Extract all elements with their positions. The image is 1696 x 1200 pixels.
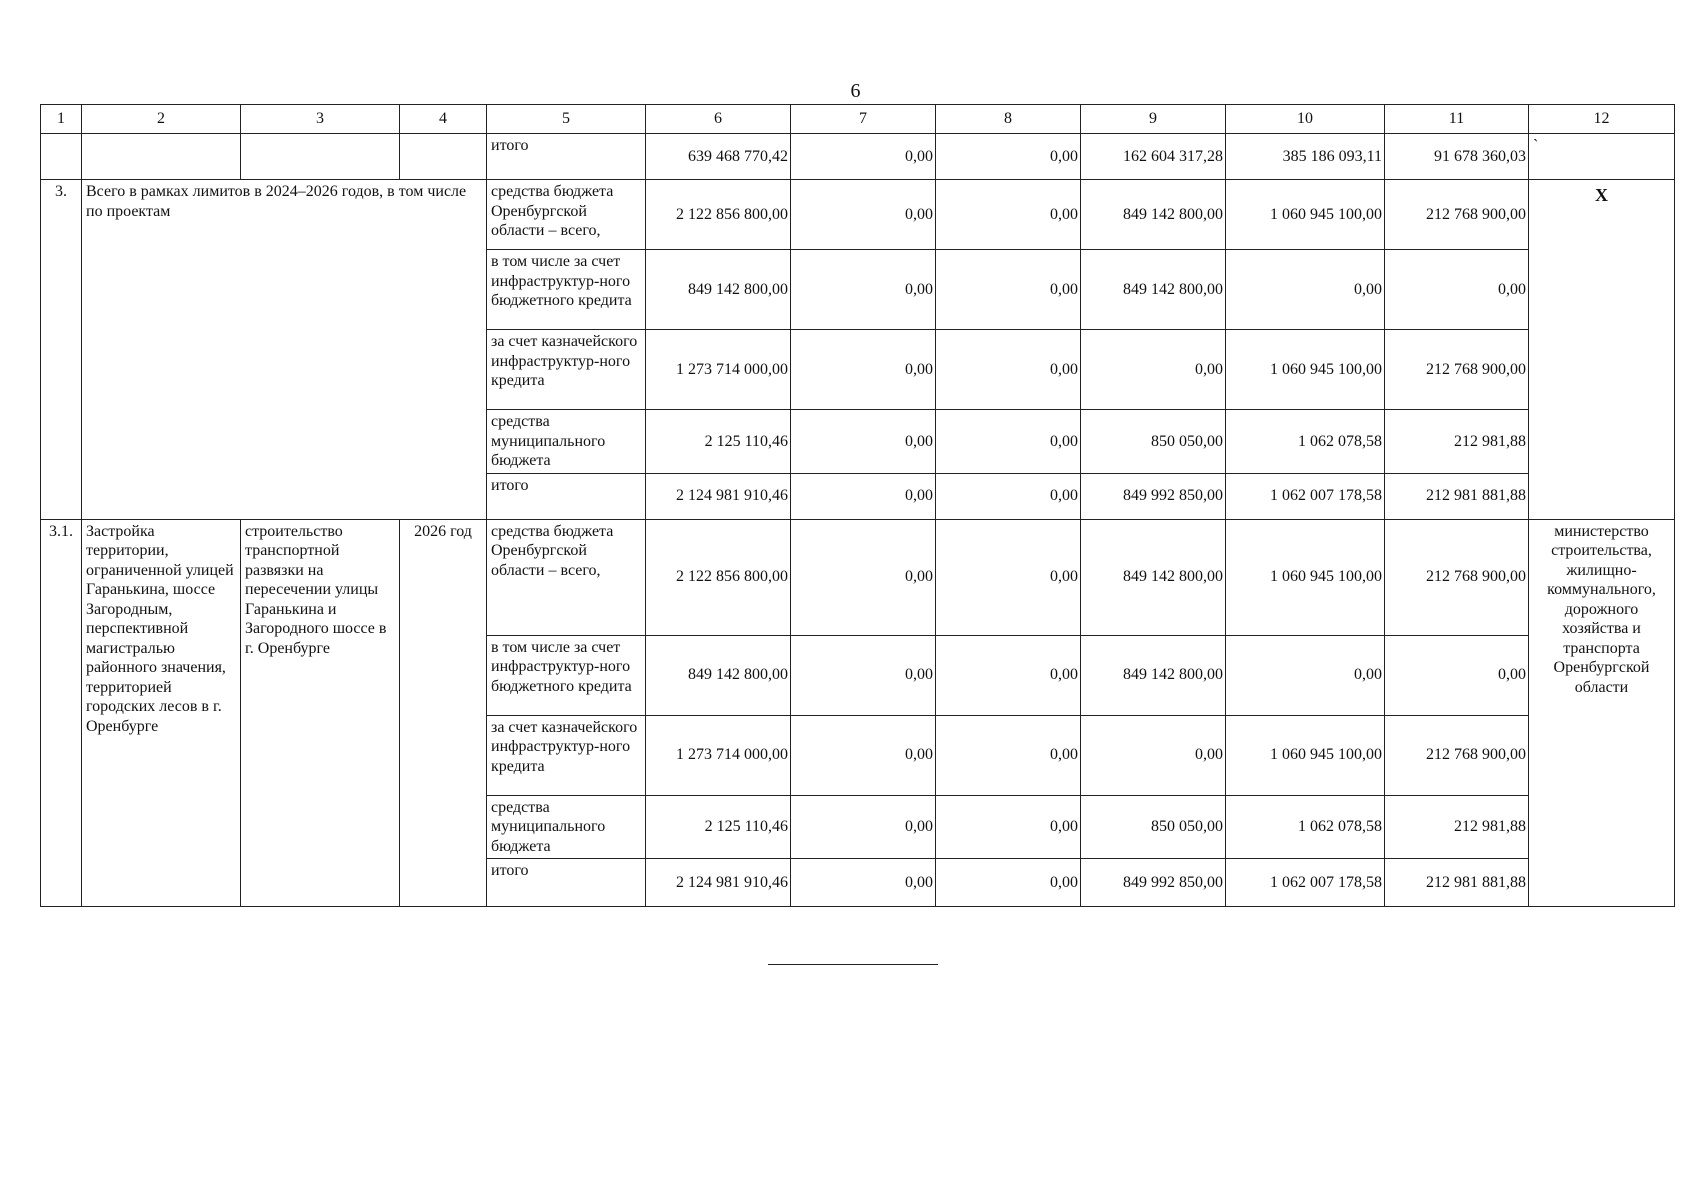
amount-cell: 849 142 800,00 <box>1081 180 1226 250</box>
section-title: Всего в рамках лимитов в 2024–2026 годов, в том числе по проектам <box>82 180 487 520</box>
amount-cell: 2 124 981 910,46 <box>646 473 791 519</box>
amount-cell: 849 142 800,00 <box>646 250 791 330</box>
responsible-cell <box>1529 180 1675 520</box>
amount-cell: 0,00 <box>1081 715 1226 795</box>
amount-cell: 850 050,00 <box>1081 410 1226 474</box>
amount-cell: 0,00 <box>936 635 1081 715</box>
empty-cell <box>400 134 487 180</box>
amount-cell: 0,00 <box>1226 635 1385 715</box>
amount-cell: 1 062 078,58 <box>1226 410 1385 474</box>
amount-cell: 212 768 900,00 <box>1385 715 1529 795</box>
not-applicable-mark: Х <box>1595 185 1608 205</box>
column-header: 5 <box>487 105 646 134</box>
stray-mark: ` <box>1529 134 1675 180</box>
amount-cell: 212 981 881,88 <box>1385 473 1529 519</box>
amount-cell: 1 060 945 100,00 <box>1226 180 1385 250</box>
funding-source-label: в том числе за счет инфраструктур-ного бюджетного кредита <box>487 250 646 330</box>
footer-divider <box>768 964 938 965</box>
amount-cell: 0,00 <box>936 330 1081 410</box>
amount-cell: 1 273 714 000,00 <box>646 715 791 795</box>
empty-cell <box>82 134 241 180</box>
column-header: 10 <box>1226 105 1385 134</box>
row-number: 3. <box>41 180 82 520</box>
amount-cell: 0,00 <box>936 795 1081 859</box>
amount-cell: 0,00 <box>936 410 1081 474</box>
column-header: 6 <box>646 105 791 134</box>
amount-cell: 639 468 770,42 <box>646 134 791 180</box>
amount-cell: 212 768 900,00 <box>1385 180 1529 250</box>
amount-cell: 0,00 <box>791 715 936 795</box>
amount-cell: 0,00 <box>791 410 936 474</box>
amount-cell: 0,00 <box>791 250 936 330</box>
amount-cell: 0,00 <box>936 859 1081 907</box>
amount-cell: 212 981 881,88 <box>1385 859 1529 907</box>
amount-cell: 849 142 800,00 <box>1081 635 1226 715</box>
amount-cell: 0,00 <box>791 859 936 907</box>
amount-cell: 1 062 007 178,58 <box>1226 859 1385 907</box>
table-row <box>41 180 1675 250</box>
amount-cell: 0,00 <box>791 330 936 410</box>
column-header: 2 <box>82 105 241 134</box>
amount-cell: 849 142 800,00 <box>1081 250 1226 330</box>
amount-cell: 0,00 <box>936 180 1081 250</box>
amount-cell: 1 060 945 100,00 <box>1226 330 1385 410</box>
table-row <box>41 134 1675 180</box>
column-header: 11 <box>1385 105 1529 134</box>
amount-cell: 212 768 900,00 <box>1385 330 1529 410</box>
amount-cell: 849 142 800,00 <box>1081 519 1226 635</box>
column-header: 12 <box>1529 105 1675 134</box>
funding-source-label: в том числе за счет инфраструктур-ного бюджетного кредита <box>487 635 646 715</box>
amount-cell: 0,00 <box>1081 330 1226 410</box>
amount-cell: 849 992 850,00 <box>1081 859 1226 907</box>
amount-cell: 2 124 981 910,46 <box>646 859 791 907</box>
amount-cell: 0,00 <box>791 795 936 859</box>
empty-cell <box>241 134 400 180</box>
amount-cell: 0,00 <box>1385 635 1529 715</box>
column-header: 4 <box>400 105 487 134</box>
amount-cell: 1 273 714 000,00 <box>646 330 791 410</box>
amount-cell: 0,00 <box>791 519 936 635</box>
table-row <box>41 519 1675 635</box>
amount-cell: 2 122 856 800,00 <box>646 180 791 250</box>
amount-cell: 0,00 <box>936 473 1081 519</box>
column-header: 9 <box>1081 105 1226 134</box>
row-number: 3.1. <box>41 519 82 907</box>
funding-source-label: средства муниципального бюджета <box>487 795 646 859</box>
funding-source-label: средства муниципального бюджета <box>487 410 646 474</box>
amount-cell: 0,00 <box>1385 250 1529 330</box>
funding-source-label: за счет казначейского инфраструктур-ного кредита <box>487 330 646 410</box>
column-header: 8 <box>936 105 1081 134</box>
amount-cell: 1 062 078,58 <box>1226 795 1385 859</box>
completion-year: 2026 год <box>400 519 487 907</box>
amount-cell: 0,00 <box>791 473 936 519</box>
amount-cell: 212 768 900,00 <box>1385 519 1529 635</box>
amount-cell: 212 981,88 <box>1385 795 1529 859</box>
funding-source-label: итого <box>487 859 646 907</box>
funding-source-label: итого <box>487 473 646 519</box>
amount-cell: 1 060 945 100,00 <box>1226 519 1385 635</box>
funding-source-label: итого <box>487 134 646 180</box>
object-name: Застройка территории, ограниченной улицей Гаранькина, шоссе Загородным, перспективной магистралью районного значения, территорией городских лесов в г. Оренбурге <box>82 519 241 907</box>
amount-cell: 1 062 007 178,58 <box>1226 473 1385 519</box>
amount-cell: 849 992 850,00 <box>1081 473 1226 519</box>
column-number-row <box>41 105 1675 134</box>
amount-cell: 0,00 <box>791 180 936 250</box>
amount-cell: 212 981,88 <box>1385 410 1529 474</box>
amount-cell: 162 604 317,28 <box>1081 134 1226 180</box>
column-header: 7 <box>791 105 936 134</box>
project-description: строительство транспортной развязки на пересечении улицы Гаранькина и Загородного шоссе в г. Оренбурге <box>241 519 400 907</box>
amount-cell: 385 186 093,11 <box>1226 134 1385 180</box>
funding-source-label: средства бюджета Оренбургской области – всего, <box>487 180 646 250</box>
amount-cell: 0,00 <box>936 134 1081 180</box>
amount-cell: 2 125 110,46 <box>646 795 791 859</box>
amount-cell: 849 142 800,00 <box>646 635 791 715</box>
page-number: 6 <box>850 80 861 102</box>
amount-cell: 0,00 <box>791 134 936 180</box>
amount-cell: 91 678 360,03 <box>1385 134 1529 180</box>
column-header: 3 <box>241 105 400 134</box>
amount-cell: 0,00 <box>936 715 1081 795</box>
funding-source-label: средства бюджета Оренбургской области – всего, <box>487 519 646 635</box>
budget-table <box>40 104 1675 907</box>
amount-cell: 850 050,00 <box>1081 795 1226 859</box>
responsible-agency: министерство строительства, жилищно-коммунального, дорожного хозяйства и транспорта Оренбургской области <box>1529 519 1675 907</box>
amount-cell: 0,00 <box>936 519 1081 635</box>
amount-cell: 0,00 <box>791 635 936 715</box>
column-header: 1 <box>41 105 82 134</box>
amount-cell: 0,00 <box>1226 250 1385 330</box>
amount-cell: 2 122 856 800,00 <box>646 519 791 635</box>
empty-cell <box>41 134 82 180</box>
amount-cell: 2 125 110,46 <box>646 410 791 474</box>
amount-cell: 0,00 <box>936 250 1081 330</box>
funding-source-label: за счет казначейского инфраструктур-ного кредита <box>487 715 646 795</box>
amount-cell: 1 060 945 100,00 <box>1226 715 1385 795</box>
